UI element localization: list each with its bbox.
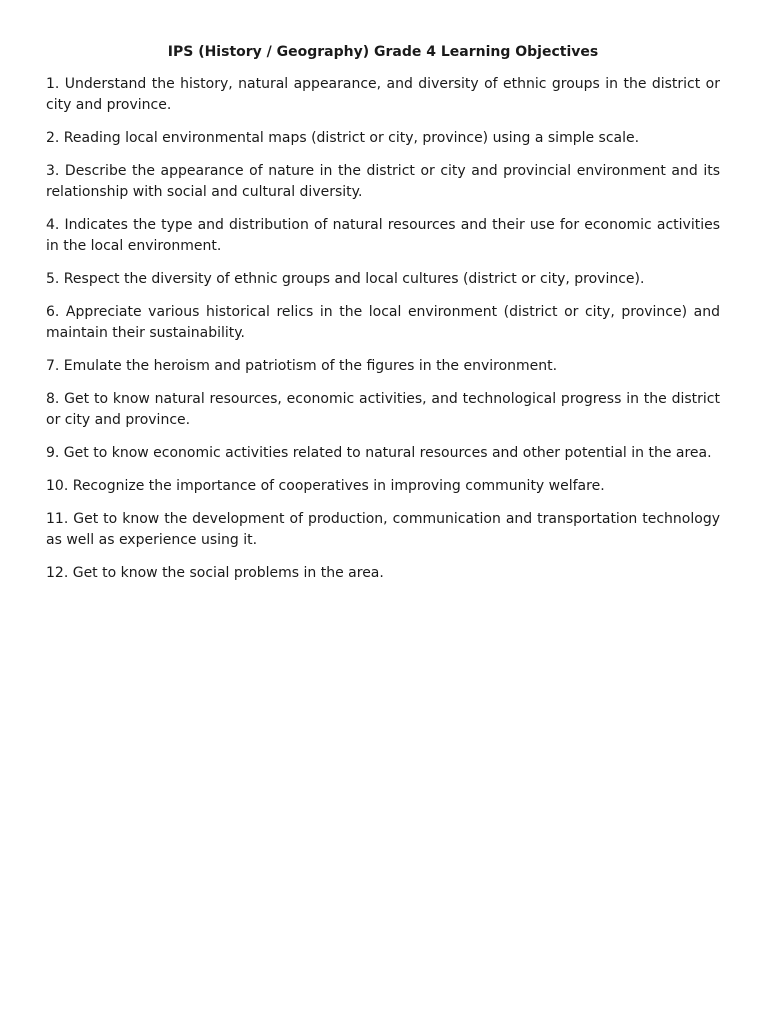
objective-item: 3. Describe the appearance of nature in the district or city and provincial environment and its relationship with social and cultural diversity. (46, 163, 720, 200)
objective-item: 8. Get to know natural resources, economic activities, and technological progress in the district or city and province. (46, 391, 720, 428)
objective-item: 12. Get to know the social problems in the area. (46, 565, 384, 581)
objective-item: 11. Get to know the development of production, communication and transportation technology as well as experience using it. (46, 511, 720, 548)
objectives-list (46, 74, 720, 584)
objective-item: 2. Reading local environmental maps (district or city, province) using a simple scale. (46, 130, 640, 146)
objective-item: 10. Recognize the importance of cooperatives in improving community welfare. (46, 478, 605, 494)
objective-item: 7. Emulate the heroism and patriotism of the figures in the environment. (46, 358, 558, 374)
objective-item: 9. Get to know economic activities related to natural resources and other potential in the area. (46, 445, 712, 461)
objective-item: 6. Appreciate various historical relics in the local environment (district or city, province) and maintain their sustainability. (46, 304, 720, 341)
objective-item: 4. Indicates the type and distribution of natural resources and their use for economic activities in the local environment. (46, 217, 720, 254)
document-title: IPS (History / Geography) Grade 4 Learning Objectives (167, 44, 599, 60)
objective-item: 5. Respect the diversity of ethnic groups and local cultures (district or city, province). (46, 271, 645, 287)
objective-item: 1. Understand the history, natural appearance, and diversity of ethnic groups in the district or city and province. (46, 76, 720, 113)
document-page (46, 42, 720, 596)
